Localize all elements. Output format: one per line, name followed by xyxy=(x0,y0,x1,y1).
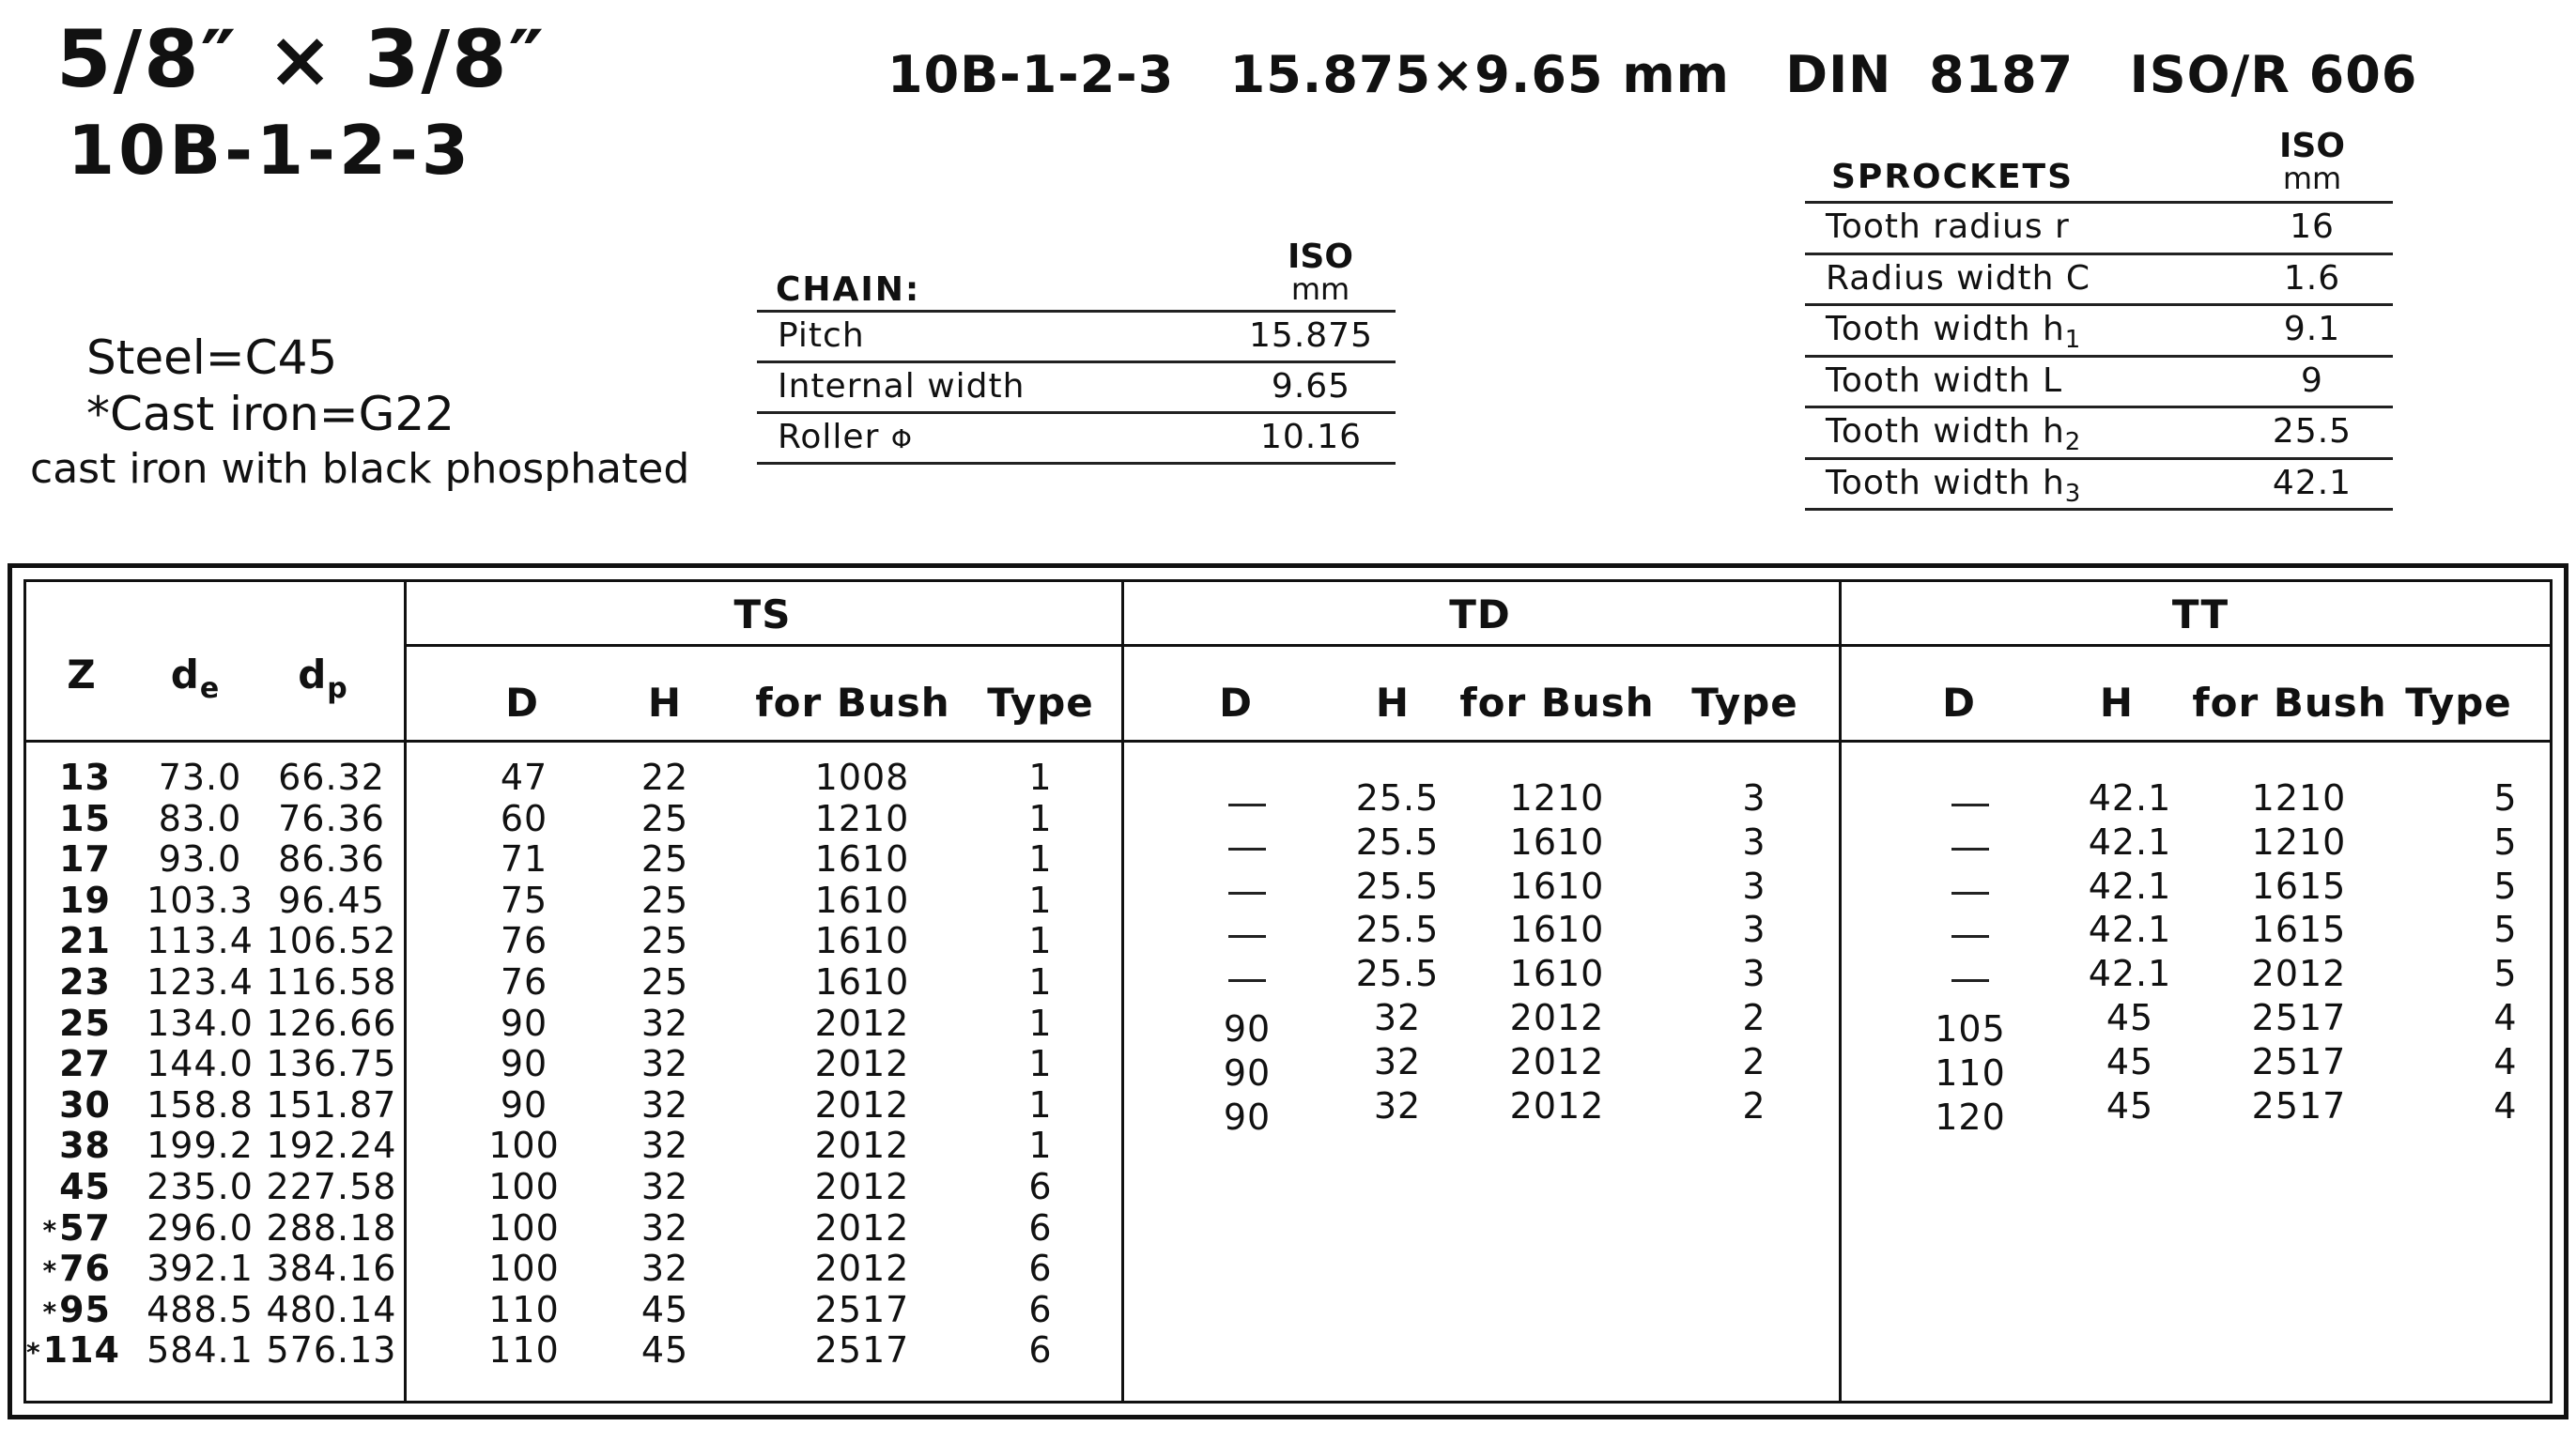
de-cell: 584.1 xyxy=(147,1329,254,1372)
td-d-cell: 90 xyxy=(1223,1051,1272,1094)
sprocket-row-value: 16 xyxy=(2290,207,2335,246)
ts-h-cell: 32 xyxy=(640,1206,689,1249)
z-cell: 30 xyxy=(59,1083,111,1126)
tt-type-cell: 5 xyxy=(2493,821,2518,863)
ts-bush-cell: 1610 xyxy=(814,838,910,881)
sprocket-row xyxy=(1805,355,2393,409)
z-cell: 38 xyxy=(59,1125,111,1167)
td-bush-cell: 1610 xyxy=(1509,865,1605,907)
ts-bush-cell: 2517 xyxy=(814,1288,910,1330)
de-cell: 134.0 xyxy=(147,1002,254,1044)
dp-cell: 192.24 xyxy=(266,1125,397,1167)
chain-iso-unit: mm xyxy=(1290,271,1350,307)
ts-d-cell: 90 xyxy=(500,1002,548,1044)
tt-h-cell: 42.1 xyxy=(2088,909,2172,951)
ts-h-cell: 45 xyxy=(640,1329,689,1372)
sprocket-row-label: Tooth radius r xyxy=(1826,207,2070,246)
td-type-cell: 3 xyxy=(1742,953,1766,995)
tt-h-cell: 42.1 xyxy=(2088,953,2172,995)
sprocket-iso-header xyxy=(2246,127,2378,196)
dp-cell: 151.87 xyxy=(266,1083,397,1126)
ts-type-cell: 1 xyxy=(1028,797,1053,839)
ts-bush-cell: 2012 xyxy=(814,1083,910,1126)
z-cell: 19 xyxy=(59,879,111,921)
ts-type-cell: 6 xyxy=(1028,1329,1053,1372)
td-type-cell: 2 xyxy=(1742,1084,1766,1127)
ts-d-cell: 100 xyxy=(488,1248,560,1290)
dp-header: $d_p$ xyxy=(298,652,348,705)
td-for-bush-header: for Bush xyxy=(1459,680,1655,726)
chain-iso-header xyxy=(1255,238,1386,307)
tt-h-cell: 42.1 xyxy=(2088,865,2172,907)
de-cell: 73.0 xyxy=(158,757,242,798)
de-cell: 93.0 xyxy=(158,838,242,881)
ts-d-cell: 90 xyxy=(500,1083,548,1126)
dp-cell: 576.13 xyxy=(266,1329,397,1372)
sprocket-row xyxy=(1805,303,2393,358)
tt-bush-cell: 2517 xyxy=(2251,1040,2347,1082)
dp-cell: 227.58 xyxy=(266,1166,397,1207)
tt-type-cell: 4 xyxy=(2493,997,2518,1038)
tt-for-bush-header: for Bush xyxy=(2192,680,2387,726)
td-type-cell: 3 xyxy=(1742,821,1766,863)
ts-h-cell: 25 xyxy=(640,920,689,962)
tt-h-cell: 45 xyxy=(2106,997,2154,1038)
ts-group-header: TS xyxy=(733,591,792,637)
tt-bush-cell: 1615 xyxy=(2251,909,2347,951)
tt-h-header: H xyxy=(2099,680,2135,726)
ts-bush-cell: 2012 xyxy=(814,1248,910,1290)
sprocket-row-value: 9 xyxy=(2301,360,2323,400)
ts-d-cell: 76 xyxy=(500,961,548,1003)
tt-bush-cell: 1210 xyxy=(2251,777,2347,819)
chain-row xyxy=(757,411,1396,465)
ts-bush-cell: 1610 xyxy=(814,920,910,962)
de-cell: 113.4 xyxy=(147,920,254,962)
size-title: 5/8″ × 3/8″ xyxy=(56,13,547,105)
td-h-header: H xyxy=(1375,680,1411,726)
chain-row xyxy=(757,360,1396,414)
ts-h-header: H xyxy=(647,680,683,726)
tt-h-cell: 42.1 xyxy=(2088,777,2172,819)
z-cell: 45 xyxy=(59,1166,111,1207)
ts-h-cell: 32 xyxy=(640,1083,689,1126)
dp-cell: 384.16 xyxy=(266,1248,397,1290)
tt-d-cell: 105 xyxy=(1935,1008,2006,1050)
ts-type-cell: 6 xyxy=(1028,1206,1053,1249)
tt-d-header: D xyxy=(1942,680,1976,726)
dp-cell: 106.52 xyxy=(266,920,397,962)
td-bush-cell: 1610 xyxy=(1509,821,1605,863)
ts-d-cell: 100 xyxy=(488,1125,560,1167)
td-h-cell: 25.5 xyxy=(1355,821,1440,863)
tt-type-cell: 5 xyxy=(2493,865,2518,907)
chain-spec-table xyxy=(757,237,1396,468)
material-note: cast iron with black phosphated xyxy=(30,445,690,493)
dp-cell: 136.75 xyxy=(266,1043,397,1085)
chain-row-label: Pitch xyxy=(778,316,865,355)
td-d-cell: 90 xyxy=(1223,1096,1272,1138)
tt-bush-cell: 1210 xyxy=(2251,821,2347,863)
ts-bush-cell: 1210 xyxy=(814,797,910,839)
de-cell: 158.8 xyxy=(147,1083,254,1126)
ts-bush-cell: 2012 xyxy=(814,1206,910,1249)
dp-cell: 116.58 xyxy=(266,961,397,1003)
td-d-dash xyxy=(1228,804,1266,806)
ts-d-cell: 90 xyxy=(500,1043,548,1085)
ts-bush-cell: 2012 xyxy=(814,1125,910,1167)
tt-bush-cell: 2517 xyxy=(2251,997,2347,1038)
z-header: Z xyxy=(67,652,97,698)
tt-d-cell: 120 xyxy=(1935,1096,2006,1138)
dp-cell: 86.36 xyxy=(278,838,385,881)
chain-row-value: 10.16 xyxy=(1259,418,1363,456)
td-bush-cell: 1210 xyxy=(1509,777,1605,819)
sprocket-row xyxy=(1805,457,2393,512)
ts-for-bush-header: for Bush xyxy=(755,680,950,726)
td-h-cell: 25.5 xyxy=(1355,777,1440,819)
chain-row-value: 15.875 xyxy=(1249,316,1373,355)
tt-bush-cell: 2517 xyxy=(2251,1084,2347,1127)
ts-h-cell: 32 xyxy=(640,1125,689,1167)
td-type-cell: 3 xyxy=(1742,909,1766,951)
spec-line: 10B-1-2-3 15.875×9.65 mm DIN 8187 ISO/R 606 xyxy=(887,45,2418,104)
de-cell: 199.2 xyxy=(147,1125,254,1167)
ts-type-cell: 1 xyxy=(1028,1125,1053,1167)
sprocket-row-label: Tooth width L xyxy=(1826,360,2063,400)
sprocket-row-label: Tooth width $h_1$ xyxy=(1826,310,2082,355)
tt-type-header: Type xyxy=(2405,680,2512,726)
de-cell: 296.0 xyxy=(147,1206,254,1249)
ts-type-cell: 6 xyxy=(1028,1288,1053,1330)
td-d-dash xyxy=(1228,848,1266,851)
td-group-header: TD xyxy=(1449,591,1511,637)
tt-d-dash xyxy=(1951,892,1989,895)
td-d-dash xyxy=(1228,935,1266,938)
ts-h-cell: 45 xyxy=(640,1288,689,1330)
chain-row-label: Internal width xyxy=(778,367,1026,406)
sprocket-spec-table xyxy=(1805,127,2393,511)
chain-row-value: 9.65 xyxy=(1271,367,1351,406)
ts-d-cell: 110 xyxy=(488,1288,560,1330)
dp-cell: 96.45 xyxy=(278,879,385,921)
material-steel: Steel=C45 xyxy=(86,330,338,385)
td-d-dash xyxy=(1228,979,1266,982)
ts-bush-cell: 1008 xyxy=(814,757,910,798)
chain-row-label: Roller Φ xyxy=(778,418,913,456)
td-bush-cell: 2012 xyxy=(1509,1040,1605,1082)
td-h-cell: 25.5 xyxy=(1355,909,1440,951)
ts-h-cell: 32 xyxy=(640,1002,689,1044)
de-cell: 123.4 xyxy=(147,961,254,1003)
ts-h-cell: 32 xyxy=(640,1166,689,1207)
ts-type-cell: 6 xyxy=(1028,1248,1053,1290)
chain-caption: CHAIN: xyxy=(776,270,921,309)
tt-bush-cell: 2012 xyxy=(2251,953,2347,995)
ts-type-cell: 1 xyxy=(1028,879,1053,921)
ts-d-cell: 100 xyxy=(488,1206,560,1249)
z-cell: *95 xyxy=(42,1288,111,1330)
ts-h-cell: 32 xyxy=(640,1043,689,1085)
ts-h-cell: 25 xyxy=(640,797,689,839)
ts-h-cell: 25 xyxy=(640,879,689,921)
de-cell: 392.1 xyxy=(147,1248,254,1290)
z-cell: *57 xyxy=(42,1206,111,1249)
dp-cell: 288.18 xyxy=(266,1206,397,1249)
tt-type-cell: 5 xyxy=(2493,909,2518,951)
z-cell: 15 xyxy=(59,797,111,839)
sprocket-row-label: Radius width C xyxy=(1826,258,2090,298)
de-cell: 83.0 xyxy=(158,797,242,839)
sprocket-row xyxy=(1805,253,2393,307)
ts-bush-cell: 2517 xyxy=(814,1329,910,1372)
ts-h-cell: 22 xyxy=(640,757,689,798)
ts-bush-cell: 2012 xyxy=(814,1002,910,1044)
de-cell: 235.0 xyxy=(147,1166,254,1207)
ts-type-cell: 1 xyxy=(1028,961,1053,1003)
tt-h-cell: 45 xyxy=(2106,1084,2154,1127)
sprocket-row xyxy=(1805,201,2393,255)
de-cell: 488.5 xyxy=(147,1288,254,1330)
td-h-cell: 32 xyxy=(1373,1040,1422,1082)
sprocket-row xyxy=(1805,406,2393,460)
tt-h-cell: 42.1 xyxy=(2088,821,2172,863)
table-grid xyxy=(23,579,2553,1404)
td-bush-cell: 1610 xyxy=(1509,953,1605,995)
z-cell: 13 xyxy=(59,757,111,798)
ts-d-cell: 76 xyxy=(500,920,548,962)
de-cell: 103.3 xyxy=(147,879,254,921)
ts-type-cell: 1 xyxy=(1028,838,1053,881)
tt-type-cell: 4 xyxy=(2493,1040,2518,1082)
z-cell: 21 xyxy=(59,920,111,962)
ts-type-header: Type xyxy=(987,680,1094,726)
tt-d-dash xyxy=(1951,935,1989,938)
td-h-cell: 25.5 xyxy=(1355,865,1440,907)
td-h-cell: 25.5 xyxy=(1355,953,1440,995)
z-cell: 25 xyxy=(59,1002,111,1044)
z-cell: *114 xyxy=(26,1329,120,1372)
sprocket-caption: SPROCKETS xyxy=(1831,158,2075,196)
dp-cell: 480.14 xyxy=(266,1288,397,1330)
tt-type-cell: 5 xyxy=(2493,777,2518,819)
tt-group-header: TT xyxy=(2171,591,2229,637)
td-type-cell: 2 xyxy=(1742,997,1766,1038)
dp-cell: 76.36 xyxy=(278,797,385,839)
sprocket-row-value: 25.5 xyxy=(2272,412,2352,451)
sprocket-dimension-table xyxy=(8,563,2568,1419)
tt-d-dash xyxy=(1951,848,1989,851)
td-type-cell: 3 xyxy=(1742,865,1766,907)
z-cell: 27 xyxy=(59,1043,111,1085)
td-type-cell: 2 xyxy=(1742,1040,1766,1082)
ts-h-cell: 25 xyxy=(640,838,689,881)
td-bush-cell: 2012 xyxy=(1509,997,1605,1038)
sprocket-row-label: Tooth width $h_2$ xyxy=(1826,412,2082,457)
de-header: $d_e$ xyxy=(170,652,221,705)
td-bush-cell: 1610 xyxy=(1509,909,1605,951)
td-h-cell: 32 xyxy=(1373,1084,1422,1127)
z-cell: 17 xyxy=(59,838,111,881)
ts-bush-cell: 2012 xyxy=(814,1166,910,1207)
ts-d-cell: 110 xyxy=(488,1329,560,1372)
ts-bush-cell: 2012 xyxy=(814,1043,910,1085)
tt-d-dash xyxy=(1951,804,1989,806)
ts-d-cell: 47 xyxy=(500,757,548,798)
ts-type-cell: 1 xyxy=(1028,757,1053,798)
td-bush-cell: 2012 xyxy=(1509,1084,1605,1127)
sprocket-row-value: 1.6 xyxy=(2283,258,2341,298)
ts-d-cell: 71 xyxy=(500,838,548,881)
de-cell: 144.0 xyxy=(147,1043,254,1085)
td-type-header: Type xyxy=(1691,680,1798,726)
z-cell: *76 xyxy=(42,1248,111,1290)
dp-cell: 66.32 xyxy=(278,757,385,798)
sprocket-row-value: 9.1 xyxy=(2283,310,2341,348)
chain-row xyxy=(757,310,1396,363)
ts-bush-cell: 1610 xyxy=(814,961,910,1003)
model-title: 10B-1-2-3 xyxy=(68,111,473,190)
ts-d-cell: 75 xyxy=(500,879,548,921)
sprocket-iso-title: ISO xyxy=(2279,127,2345,165)
tt-type-cell: 5 xyxy=(2493,953,2518,995)
ts-d-header: D xyxy=(505,680,539,726)
td-d-dash xyxy=(1228,892,1266,895)
ts-bush-cell: 1610 xyxy=(814,879,910,921)
td-h-cell: 32 xyxy=(1373,997,1422,1038)
chain-iso-title: ISO xyxy=(1288,238,1353,276)
tt-h-cell: 45 xyxy=(2106,1040,2154,1082)
td-d-header: D xyxy=(1219,680,1253,726)
td-d-cell: 90 xyxy=(1223,1008,1272,1050)
ts-type-cell: 1 xyxy=(1028,1002,1053,1044)
sprocket-row-value: 42.1 xyxy=(2272,463,2352,502)
ts-type-cell: 1 xyxy=(1028,1043,1053,1085)
sprocket-row-label: Tooth width $h_3$ xyxy=(1826,463,2082,508)
ts-type-cell: 6 xyxy=(1028,1166,1053,1207)
sprocket-iso-unit: mm xyxy=(2282,161,2342,196)
ts-d-cell: 100 xyxy=(488,1166,560,1207)
ts-h-cell: 32 xyxy=(640,1248,689,1290)
ts-type-cell: 1 xyxy=(1028,920,1053,962)
material-cast-iron: *Cast iron=G22 xyxy=(86,387,455,441)
tt-d-cell: 110 xyxy=(1935,1051,2006,1094)
dp-cell: 126.66 xyxy=(266,1002,397,1044)
ts-d-cell: 60 xyxy=(500,797,548,839)
ts-h-cell: 25 xyxy=(640,961,689,1003)
tt-bush-cell: 1615 xyxy=(2251,865,2347,907)
tt-type-cell: 4 xyxy=(2493,1084,2518,1127)
z-cell: 23 xyxy=(59,961,111,1003)
ts-type-cell: 1 xyxy=(1028,1083,1053,1126)
tt-d-dash xyxy=(1951,979,1989,982)
td-type-cell: 3 xyxy=(1742,777,1766,819)
